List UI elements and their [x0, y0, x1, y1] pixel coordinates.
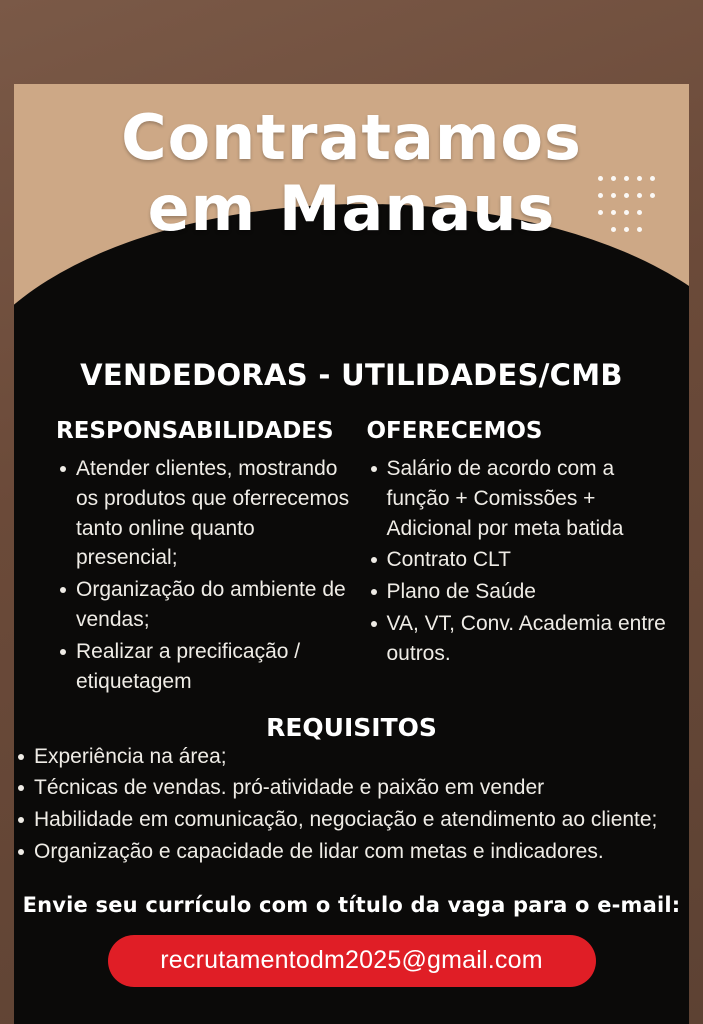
list-item: Habilidade em comunicação, negociação e atendimento ao cliente;	[14, 805, 689, 835]
cta-text: Envie seu currículo com o título da vaga para o e-mail:	[22, 892, 681, 917]
offers-column	[367, 418, 668, 699]
list-item: Atender clientes, mostrando os produtos que oferrecemos tanto online quanto presencial;	[56, 454, 357, 573]
list-item: Contrato CLT	[367, 545, 668, 575]
list-item: Realizar a precificação / etiquetagem	[56, 637, 357, 697]
offers-list	[367, 454, 668, 669]
list-item: Salário de acordo com a função + Comissões + Adicional por meta batida	[367, 454, 668, 543]
offers-heading: OFERECEMOS	[366, 418, 543, 444]
title-line-1: Contratamos	[121, 101, 582, 174]
requirements-heading: REQUISITOS	[266, 712, 437, 742]
two-column-section	[14, 418, 689, 699]
title-line-2: em Manaus	[147, 172, 556, 246]
list-item: Plano de Saúde	[367, 577, 668, 607]
list-item: Técnicas de vendas. pró-atividade e paixão em vender	[14, 773, 689, 803]
dot-grid-icon	[598, 176, 663, 244]
responsibilities-list	[56, 454, 357, 697]
responsibilities-column	[56, 418, 357, 699]
role-title: VENDEDORAS - UTILIDADES/CMB	[80, 358, 623, 392]
poster-title	[14, 101, 689, 246]
requirements-list	[14, 742, 689, 867]
list-item: Experiência na área;	[14, 742, 689, 772]
responsibilities-heading: RESPONSABILIDADES	[56, 418, 334, 444]
contact-email-badge[interactable]: recrutamentodm2025@gmail.com	[108, 935, 596, 987]
list-item: VA, VT, Conv. Academia entre outros.	[367, 609, 668, 669]
list-item: Organização e capacidade de lidar com metas e indicadores.	[14, 837, 689, 867]
job-poster	[14, 84, 689, 1024]
poster-body	[14, 316, 689, 987]
list-item: Organização do ambiente de vendas;	[56, 575, 357, 635]
